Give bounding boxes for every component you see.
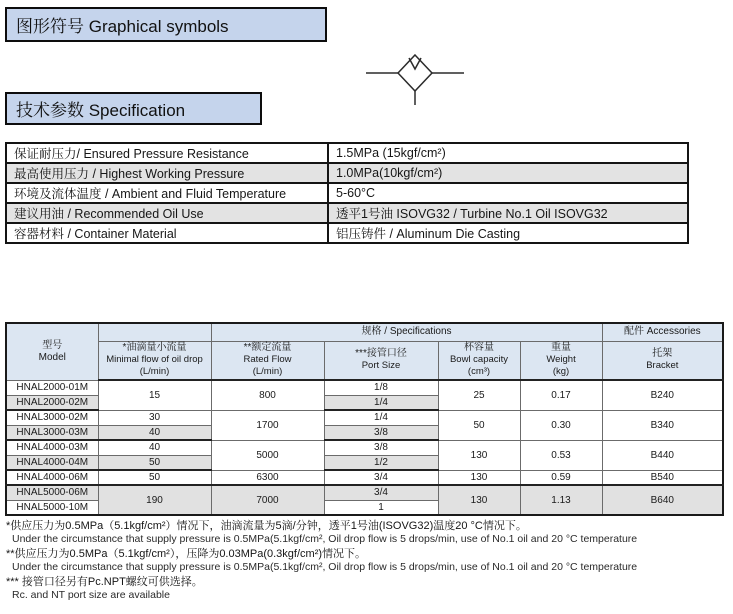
bowl-header-en: Bowl capacity bbox=[449, 354, 509, 366]
port-size-cell: 3/8 bbox=[324, 440, 438, 455]
min-flow-cell: 190 bbox=[98, 485, 211, 515]
bracket-cell: B540 bbox=[602, 470, 723, 485]
bracket-cell: B340 bbox=[602, 410, 723, 440]
model-cell: HNAL2000-02M bbox=[6, 395, 98, 410]
model-table bbox=[5, 322, 724, 516]
model-cell: HNAL5000-06M bbox=[6, 485, 98, 500]
port-size-cell: 3/4 bbox=[324, 470, 438, 485]
model-column-header bbox=[6, 323, 98, 380]
table-header-row bbox=[6, 341, 723, 380]
model-header-cn: 型号 bbox=[42, 339, 63, 351]
rated-flow-cell: 5000 bbox=[211, 440, 324, 470]
pneumatic-filter-symbol-icon bbox=[350, 38, 480, 110]
spec-label: 环境及流体温度 / Ambient and Fluid Temperature bbox=[6, 183, 328, 203]
bowl-header-cn: 杯容量 bbox=[464, 342, 494, 354]
spec-value: 1.0MPa(10kgf/cm²) bbox=[328, 163, 688, 183]
weight-cell: 1.13 bbox=[520, 485, 602, 515]
weight-cell: 0.53 bbox=[520, 440, 602, 470]
table-row bbox=[6, 380, 723, 395]
bowl-header-unit: (cm³) bbox=[467, 366, 491, 378]
table-row bbox=[6, 440, 723, 455]
spec-label: 容器材料 / Container Material bbox=[6, 223, 328, 243]
port-size-column-header bbox=[324, 341, 438, 380]
table-row bbox=[6, 470, 723, 485]
port-size-header-en: Port Size bbox=[361, 360, 401, 372]
spec-value: 1.5MPa (15kgf/cm²) bbox=[328, 143, 688, 163]
empty-header-cell bbox=[98, 323, 211, 341]
rated-flow-header-en: Rated Flow bbox=[243, 354, 292, 366]
spec-row bbox=[6, 203, 688, 223]
table-header-row bbox=[6, 323, 723, 341]
model-cell: HNAL4000-06M bbox=[6, 470, 98, 485]
min-flow-column-header bbox=[98, 341, 211, 380]
min-flow-header-cn: *油滴量小流量 bbox=[122, 342, 187, 354]
rated-flow-cell: 1700 bbox=[211, 410, 324, 440]
model-cell: HNAL4000-04M bbox=[6, 455, 98, 470]
footnote-line: Rc. and NT port size are available bbox=[12, 589, 170, 601]
specification-title bbox=[5, 92, 262, 125]
port-size-cell: 1/8 bbox=[324, 380, 438, 395]
rated-flow-cell: 7000 bbox=[211, 485, 324, 515]
port-size-cell: 3/8 bbox=[324, 425, 438, 440]
bracket-cell: B640 bbox=[602, 485, 723, 515]
bracket-header-en: Bracket bbox=[646, 360, 679, 372]
model-cell: HNAL2000-01M bbox=[6, 380, 98, 395]
specifications-group-header: 规格 / Specifications bbox=[211, 323, 602, 341]
model-header-en: Model bbox=[38, 351, 66, 363]
model-cell: HNAL3000-03M bbox=[6, 425, 98, 440]
port-size-cell: 1/4 bbox=[324, 410, 438, 425]
spec-label: 建议用油 / Recommended Oil Use bbox=[6, 203, 328, 223]
spec-row bbox=[6, 143, 688, 163]
spec-label: 保证耐压力/ Ensured Pressure Resistance bbox=[6, 143, 328, 163]
bowl-capacity-cell: 50 bbox=[438, 410, 520, 440]
accessories-group-header: 配件 Accessories bbox=[602, 323, 723, 341]
spec-label: 最高使用压力 / Highest Working Pressure bbox=[6, 163, 328, 183]
weight-header-unit: (kg) bbox=[552, 366, 570, 378]
min-flow-header-en: Minimal flow of oil drop bbox=[106, 354, 203, 366]
port-size-cell: 1/2 bbox=[324, 455, 438, 470]
min-flow-cell: 40 bbox=[98, 440, 211, 455]
spec-row bbox=[6, 183, 688, 203]
spec-value: 透平1号油 ISOVG32 / Turbine No.1 Oil ISOVG32 bbox=[328, 203, 688, 223]
port-size-cell: 1 bbox=[324, 500, 438, 515]
bracket-cell: B440 bbox=[602, 440, 723, 470]
model-cell: HNAL5000-10M bbox=[6, 500, 98, 515]
spec-table bbox=[5, 142, 689, 244]
weight-cell: 0.59 bbox=[520, 470, 602, 485]
footnote-line: **供应压力为0.5MPa（5.1kgf/cm²），压降为0.03MPa(0.3kgf/cm²)情况下。 bbox=[6, 548, 367, 560]
min-flow-header-unit: (L/min) bbox=[139, 366, 170, 378]
bowl-capacity-column-header bbox=[438, 341, 520, 380]
bracket-header-cn: 托架 bbox=[652, 348, 673, 360]
min-flow-cell: 50 bbox=[98, 470, 211, 485]
bracket-column-header bbox=[602, 341, 723, 380]
rated-flow-header-cn: **额定流量 bbox=[243, 342, 292, 354]
spec-value: 5-60°C bbox=[328, 183, 688, 203]
min-flow-cell: 50 bbox=[98, 455, 211, 470]
footnotes bbox=[6, 519, 731, 603]
bracket-cell: B240 bbox=[602, 380, 723, 410]
bowl-capacity-cell: 25 bbox=[438, 380, 520, 410]
weight-header-cn: 重量 bbox=[551, 342, 572, 354]
table-row bbox=[6, 410, 723, 425]
spec-row bbox=[6, 223, 688, 243]
model-cell: HNAL4000-03M bbox=[6, 440, 98, 455]
table-row bbox=[6, 485, 723, 500]
weight-cell: 0.17 bbox=[520, 380, 602, 410]
rated-flow-header-unit: (L/min) bbox=[252, 366, 283, 378]
bowl-capacity-cell: 130 bbox=[438, 485, 520, 515]
footnote-line: Under the circumstance that supply pressure is 0.5MPa(5.1kgf/cm², Oil drop flow is 5 drops/min, use of No.1 oil and 20 °C temperature bbox=[12, 561, 638, 573]
weight-column-header bbox=[520, 341, 602, 380]
weight-cell: 0.30 bbox=[520, 410, 602, 440]
spec-row bbox=[6, 163, 688, 183]
min-flow-cell: 40 bbox=[98, 425, 211, 440]
port-size-cell: 1/4 bbox=[324, 395, 438, 410]
bowl-capacity-cell: 130 bbox=[438, 440, 520, 470]
rated-flow-cell: 6300 bbox=[211, 470, 324, 485]
port-size-cell: 3/4 bbox=[324, 485, 438, 500]
rated-flow-column-header bbox=[211, 341, 324, 380]
min-flow-cell: 15 bbox=[98, 380, 211, 410]
model-cell: HNAL3000-02M bbox=[6, 410, 98, 425]
graphical-symbols-title-label: 图形符号 Graphical symbols bbox=[16, 17, 229, 36]
graphical-symbols-title bbox=[5, 7, 327, 42]
footnote-line: *** 接管口径另有Pc.NPT螺纹可供选择。 bbox=[6, 576, 203, 588]
specification-title-label: 技术参数 Specification bbox=[16, 101, 186, 120]
bowl-capacity-cell: 130 bbox=[438, 470, 520, 485]
weight-header-en: Weight bbox=[546, 354, 576, 366]
footnote-line: *供应压力为0.5MPa（5.1kgf/cm²）情况下，油滴流量为5滴/分钟，透平1号油(ISOVG32)温度20 °C情况下。 bbox=[6, 520, 527, 532]
rated-flow-cell: 800 bbox=[211, 380, 324, 410]
min-flow-cell: 30 bbox=[98, 410, 211, 425]
footnote-line: Under the circumstance that supply pressure is 0.5MPa(5.1kgf/cm², Oil drop flow is 5 drops/min, use of No.1 oil and 20 °C temperature bbox=[12, 533, 638, 545]
spec-value: 铝压铸件 / Aluminum Die Casting bbox=[328, 223, 688, 243]
port-size-header-cn: ***接管口径 bbox=[355, 348, 407, 360]
